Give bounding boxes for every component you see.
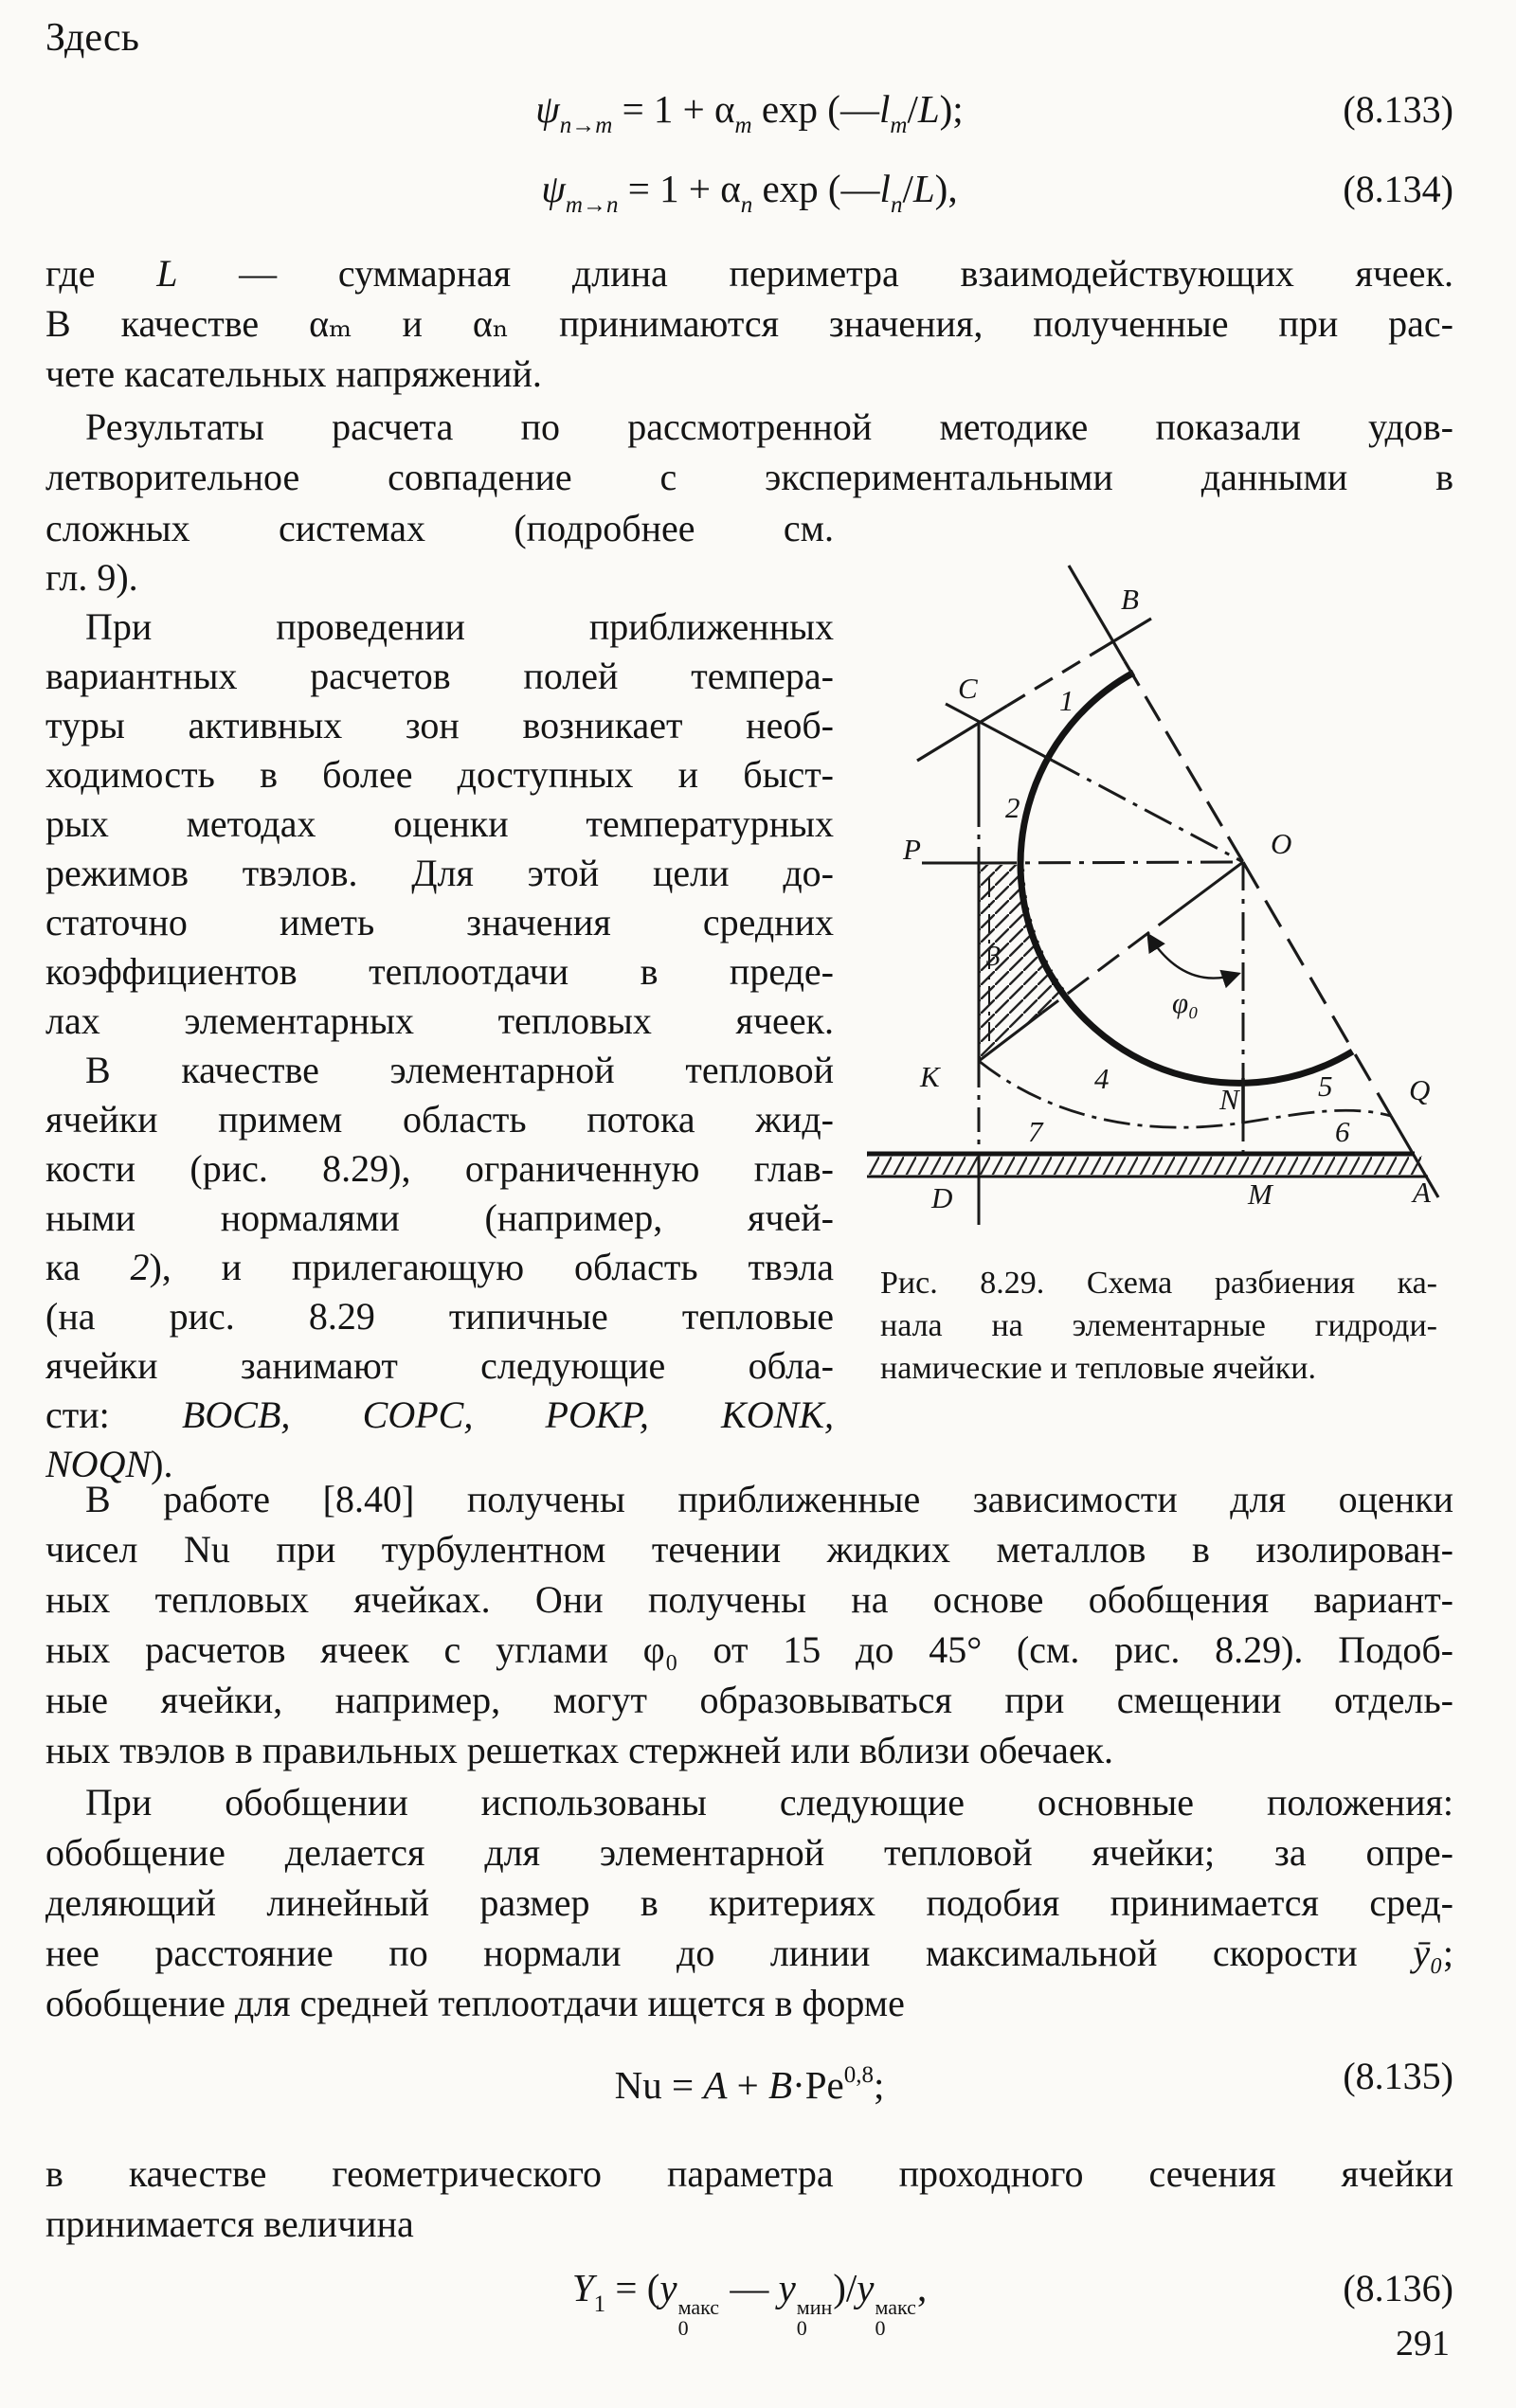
figure-label-5: 5 bbox=[1318, 1069, 1333, 1103]
figure-label-4: 4 bbox=[1094, 1062, 1110, 1095]
text-line: где L — суммарная длина периметра взаимодействующих ячеек. bbox=[45, 252, 1453, 295]
paragraph-work-840 bbox=[45, 1474, 1453, 1775]
angle-phi0-arc bbox=[1148, 935, 1238, 979]
equation-body: Nu = A + B·Pe$^{0,8}$; bbox=[614, 2062, 885, 2107]
text-line: обобщение для средней теплоотдачи ищется в форме bbox=[45, 1982, 905, 2024]
text-line: чете касательных напряжений. bbox=[45, 352, 542, 395]
paragraph-results bbox=[45, 402, 1453, 502]
figure-label-1: 1 bbox=[1059, 684, 1074, 717]
equation-number: (8.134) bbox=[1343, 168, 1453, 210]
equation-8134 bbox=[45, 159, 1453, 225]
paragraph-geometric-parameter bbox=[45, 2148, 1453, 2249]
text-line: ные ячейки, например, могут образовываться при смещении отдель- bbox=[45, 1679, 1453, 1721]
figure-label-2: 2 bbox=[1005, 791, 1020, 824]
equation-number: (8.136) bbox=[1343, 2267, 1453, 2309]
text-line: сти: BOCB, COPC, POKP, KONK, bbox=[45, 1393, 834, 1436]
figure-label-P: P bbox=[903, 833, 921, 866]
text-line: коэффициентов теплоотдачи в преде- bbox=[45, 950, 834, 993]
equation-8136 bbox=[45, 2258, 1453, 2340]
text-line: статочно иметь значения средних bbox=[45, 901, 834, 943]
figure-label-D: D bbox=[931, 1181, 953, 1214]
figure-8-29 bbox=[867, 516, 1454, 1390]
figure-label-Q: Q bbox=[1409, 1073, 1431, 1106]
text-line: ными нормалями (например, ячей- bbox=[45, 1196, 834, 1239]
paragraph-where-L bbox=[45, 248, 1453, 399]
text-line: нала на элементарные гидроди- bbox=[880, 1308, 1437, 1343]
text-line: обобщение делается для элементарной тепловой ячейки; за опре- bbox=[45, 1831, 1453, 1874]
line-CO bbox=[946, 704, 1243, 862]
figure-label-φ₀: φ₀ bbox=[1172, 986, 1199, 1019]
text-line: ходимость в более доступных и быст- bbox=[45, 753, 834, 796]
text-line: чисел Nu при турбулентном течении жидких металлов в изолирован- bbox=[45, 1528, 1453, 1571]
figure-label-C: C bbox=[958, 672, 978, 705]
equation-body: $\psi_{m\to n} = 1 + \alpha_n$ $\exp (—l_n/L)$, bbox=[541, 167, 958, 218]
text-line: В качестве αₘ и αₙ принимаются значения, полученные при рас- bbox=[45, 302, 1453, 345]
channel-wall bbox=[867, 1154, 1428, 1177]
wall-hatch bbox=[867, 1156, 1422, 1175]
text-line: ка 2), и прилегающую область твэла bbox=[45, 1246, 834, 1288]
figure-label-B: B bbox=[1121, 583, 1139, 616]
text-line: сложных системах (подробнее см. bbox=[45, 507, 834, 549]
text-line: лах элементарных тепловых ячеек. bbox=[45, 999, 834, 1042]
equation-8133 bbox=[45, 80, 1453, 146]
equation-body: $Y_1 = (y$ макс 0 — y мин 0 )/y макс 0 , bbox=[571, 2266, 928, 2340]
text-line: ячейки примем область потока жид- bbox=[45, 1098, 834, 1141]
text-line: Рис. 8.29. Схема разбиения ка- bbox=[880, 1266, 1437, 1301]
figure-diagram bbox=[867, 516, 1454, 1236]
paragraph-generalization bbox=[45, 1777, 1453, 2028]
text-line: (на рис. 8.29 типичные тепловые bbox=[45, 1295, 834, 1338]
text-line: ных расчетов ячеек с углами φ₀ от 15 до 45° (см. рис. 8.29). Подоб- bbox=[45, 1628, 1453, 1671]
equation-body: $\psi_{n\to m} = 1 + \alpha_m$ $\exp (—l_m/L)$; bbox=[535, 87, 964, 138]
text-line: деляющий линейный размер в критериях подобия принимается сред- bbox=[45, 1881, 1453, 1924]
text-line: рых методах оценки температурных bbox=[45, 802, 834, 845]
figure-label-M: M bbox=[1248, 1177, 1272, 1211]
figure-label-3: 3 bbox=[986, 939, 1002, 972]
text-line: В качестве элементарной тепловой bbox=[85, 1049, 834, 1091]
equation-8135 bbox=[45, 2046, 1453, 2112]
figure-label-N: N bbox=[1219, 1083, 1239, 1116]
text-line: вариантных расчетов полей темпера- bbox=[45, 655, 834, 697]
figure-caption bbox=[880, 1262, 1437, 1390]
text-line: NOQN). bbox=[45, 1443, 173, 1485]
figure-label-K: K bbox=[920, 1060, 940, 1093]
equation-number: (8.133) bbox=[1343, 88, 1453, 131]
text-line: ячейки занимают следующие обла- bbox=[45, 1344, 834, 1387]
page-number: 291 bbox=[1396, 2324, 1450, 2363]
text-line: гл. 9). bbox=[45, 556, 138, 599]
text-line: режимов твэлов. Для этой цели до- bbox=[45, 852, 834, 894]
text-line: в качестве геометрического параметра проходного сечения ячейки bbox=[45, 2152, 1453, 2195]
text-line: намические и тепловые ячейки. bbox=[880, 1351, 1316, 1386]
text-line: кости (рис. 8.29), ограниченную глав- bbox=[45, 1147, 834, 1190]
text-line: В работе [8.40] получены приближенные зависимости для оценки bbox=[85, 1478, 1453, 1520]
text-line: При обобщении использованы следующие основные положения: bbox=[85, 1781, 1453, 1824]
line-BOA bbox=[1069, 566, 1438, 1197]
figure-label-O: O bbox=[1271, 827, 1292, 860]
text-line: Результаты расчета по рассмотренной методике показали удов- bbox=[85, 405, 1453, 448]
text-line: нее расстояние по нормали до линии максимальной скорости ȳ₀; bbox=[45, 1932, 1453, 1974]
text-line: туры активных зон возникает необ- bbox=[45, 704, 834, 746]
text-column bbox=[45, 504, 834, 1489]
figure-label-6: 6 bbox=[1335, 1115, 1350, 1148]
text-line: летворительное совпадение с экспериментальными данными в bbox=[45, 456, 1453, 498]
figure-label-7: 7 bbox=[1028, 1115, 1043, 1148]
text-line: ных твэлов в правильных решетках стержней или вблизи обечаек. bbox=[45, 1729, 1114, 1771]
line-PO bbox=[922, 862, 1243, 863]
figure-label-A: A bbox=[1413, 1176, 1431, 1209]
text-line: принимается величина bbox=[45, 2202, 414, 2245]
equation-number: (8.135) bbox=[1343, 2055, 1453, 2097]
fuel-rod-arc bbox=[1020, 673, 1352, 1083]
intro-word: Здесь bbox=[45, 16, 139, 60]
text-line: ных тепловых ячейках. Они получены на основе обобщения вариант- bbox=[45, 1578, 1453, 1621]
line-CB bbox=[917, 619, 1151, 761]
text-line: При проведении приближенных bbox=[85, 605, 834, 648]
